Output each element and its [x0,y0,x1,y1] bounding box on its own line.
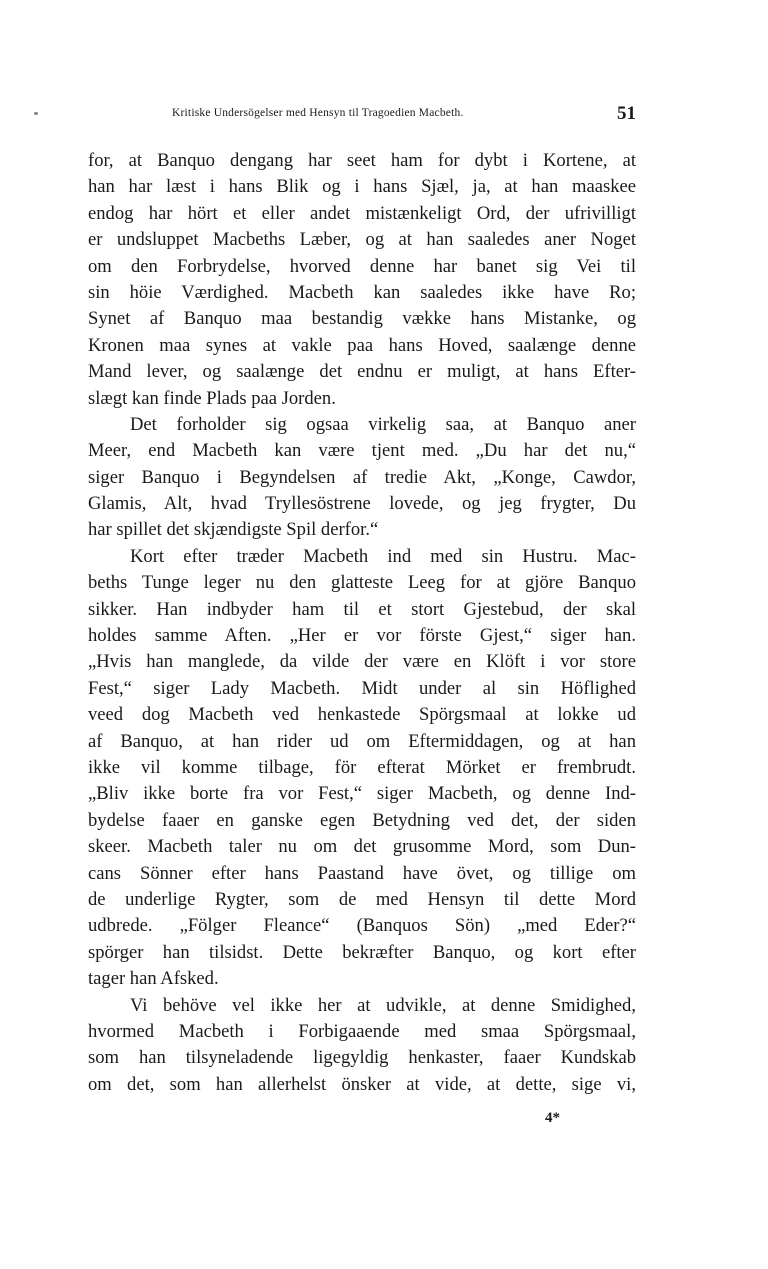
text-line: „Hvis han manglede, da vilde der være en Klöft i vor store [88,651,636,673]
text-line: „Bliv ikke borte fra vor Fest,“ siger Macbeth, og denne Ind- [88,783,636,805]
text-line: ikke vil komme tilbage, för efterat Mörket er frembrudt. [88,756,636,778]
text-line: Glamis, Alt, hvad Tryllesöstrene lovede, og jeg frygter, Du [88,493,636,515]
running-title: Kritiske Undersögelser med Hensyn til Tragoedien Macbeth. [172,107,464,119]
text-line: af Banquo, at han rider ud om Eftermiddagen, og at han [88,730,636,752]
margin-speck [34,112,38,115]
text-line: Mand lever, og saalænge det endnu er muligt, at hans Efter- [88,361,636,383]
text-line: veed dog Macbeth ved henkastede Spörgsmaal at lokke ud [88,704,636,726]
text-line: sin höie Værdighed. Macbeth kan saaledes ikke have Ro; [88,281,636,303]
text-line: sikker. Han indbyder ham til et stort Gjestebud, der skal [88,598,636,620]
text-line: holdes samme Aften. „Her er vor förste Gjest,“ siger han. [88,625,636,647]
text-line: hvormed Macbeth i Forbigaaende med smaa Spörgsmaal, [88,1020,636,1042]
text-line: Fest,“ siger Lady Macbeth. Midt under al sin Höflighed [88,677,636,699]
body-text [88,148,636,1098]
text-line: Synet af Banquo maa bestandig vække hans Mistanke, og [88,308,636,330]
text-line: siger Banquo i Begyndelsen af tredie Akt, „Konge, Cawdor, [88,466,636,488]
text-line: beths Tunge leger nu den glatteste Leeg for at gjöre Banquo [88,572,636,594]
text-line: slægt kan finde Plads paa Jorden. [88,387,336,409]
page-number: 51 [617,103,636,124]
text-line: udbrede. „Fölger Fleance“ (Banquos Sön) „med Eder?“ [88,915,636,937]
text-line: har spillet det skjændigste Spil derfor.“ [88,519,379,541]
text-line: om den Forbrydelse, hvorved denne har banet sig Vei til [88,255,636,277]
text-line: Meer, end Macbeth kan være tjent med. „Du har det nu,“ [88,440,636,462]
text-line: han har læst i hans Blik og i hans Sjæl, ja, at han maaskee [88,176,636,198]
text-line: om det, som han allerhelst önsker at vide, at dette, sige vi, [88,1073,636,1095]
text-line: Det forholder sig ogsaa virkelig saa, at Banquo aner [130,413,636,435]
text-line: endog har hört et eller andet mistænkeligt Ord, der ufrivilligt [88,202,636,224]
text-line: Vi behöve vel ikke her at udvikle, at denne Smidighed, [130,994,636,1016]
text-line: som han tilsyneladende ligegyldig henkaster, faaer Kundskab [88,1047,636,1069]
text-line: cans Sönner efter hans Paastand have övet, og tillige om [88,862,636,884]
text-line: Kronen maa synes at vakle paa hans Hoved, saalænge denne [88,334,636,356]
running-head [88,103,636,127]
text-line: Kort efter træder Macbeth ind med sin Hustru. Mac- [130,545,636,567]
signature-mark: 4* [545,1110,560,1126]
text-line: for, at Banquo dengang har seet ham for dybt i Kortene, at [88,150,636,171]
text-line: tager han Afsked. [88,968,219,990]
text-line: spörger han tilsidst. Dette bekræfter Banquo, og kort efter [88,941,636,963]
text-line: skeer. Macbeth taler nu om det grusomme Mord, som Dun- [88,836,636,858]
text-line: bydelse faaer en ganske egen Betydning ved det, der siden [88,809,636,831]
text-line: de underlige Rygter, som de med Hensyn til dette Mord [88,888,636,910]
text-line: er undsluppet Macbeths Læber, og at han saaledes aner Noget [88,229,636,251]
